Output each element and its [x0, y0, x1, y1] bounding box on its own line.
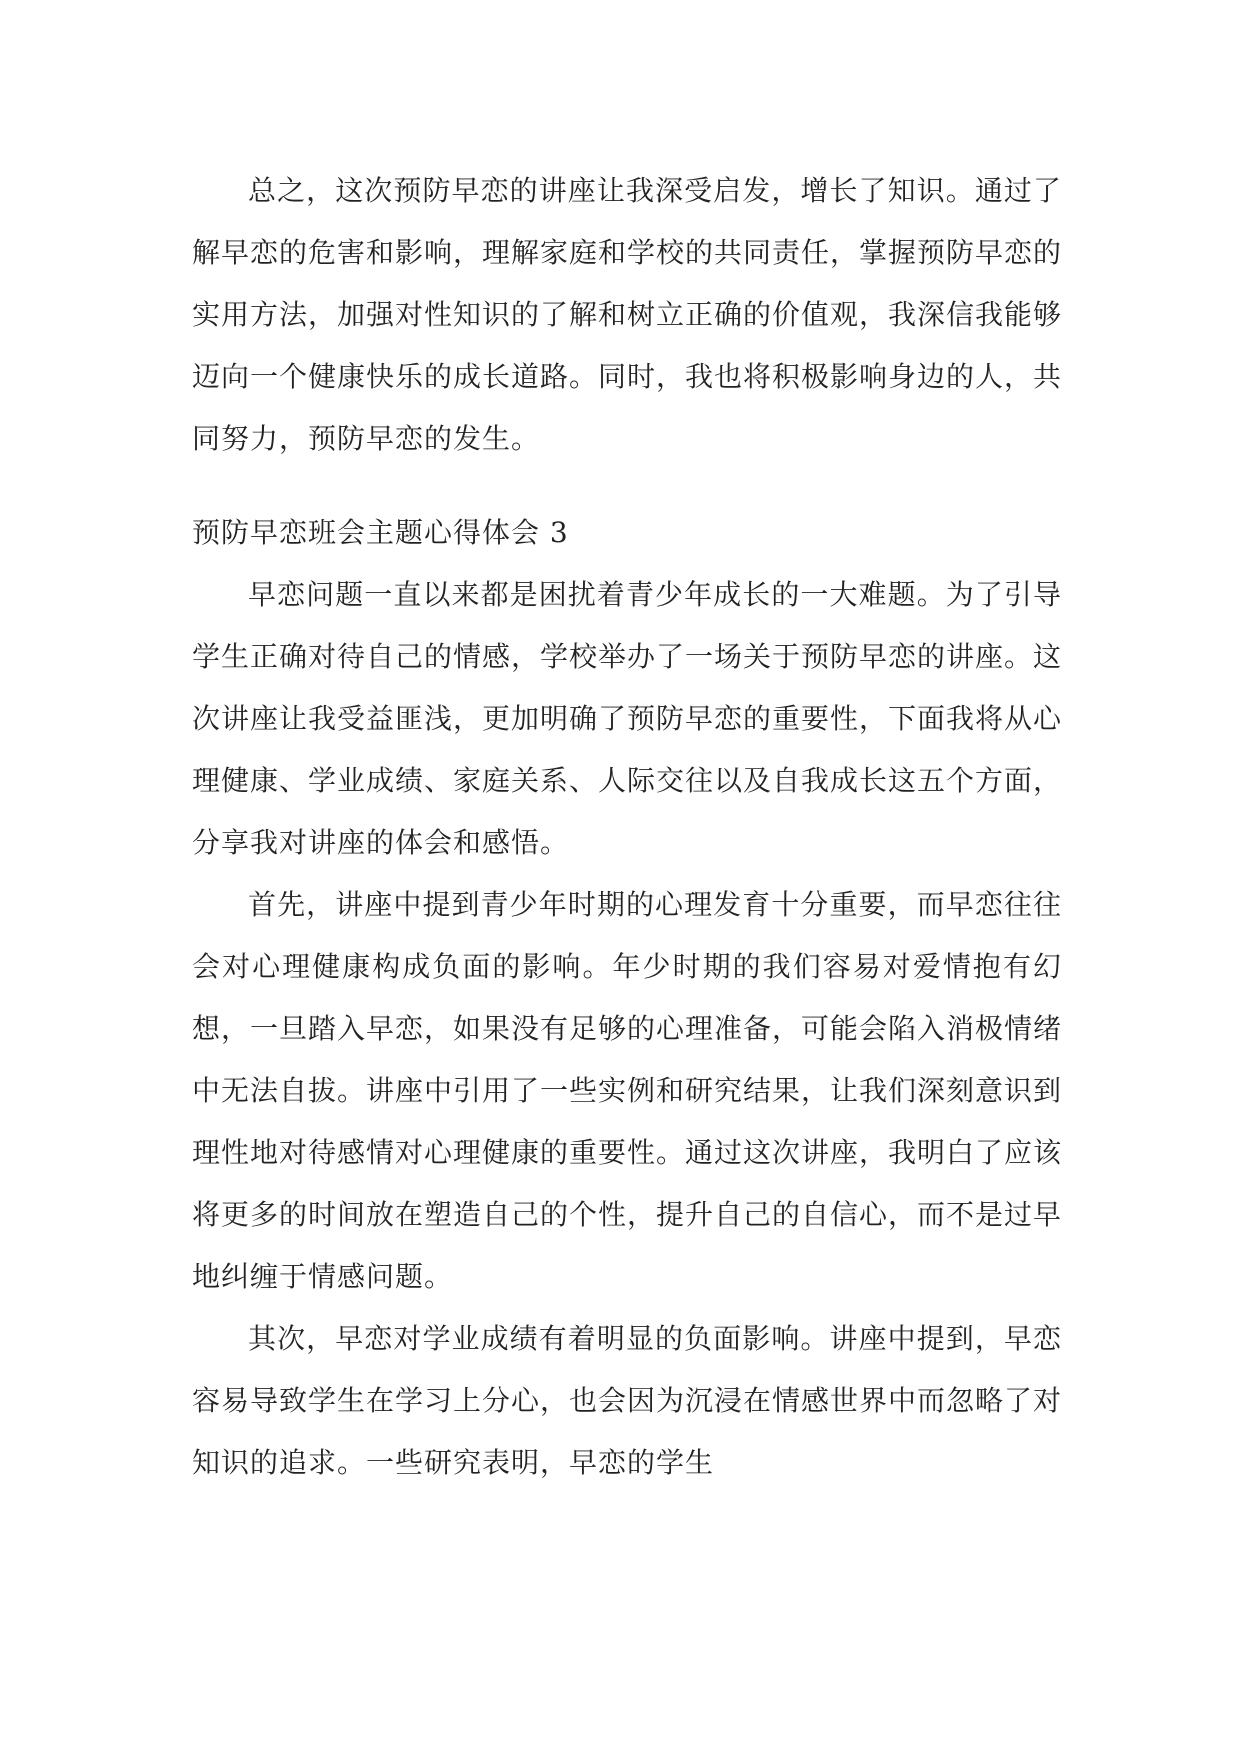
document-body — [192, 160, 1062, 1494]
intro-paragraph: 早恋问题一直以来都是困扰着青少年成长的一大难题。为了引导学生正确对待自己的情感，学校举办了一场关于预防早恋的讲座。这次讲座让我受益匪浅，更加明确了预防早恋的重要性，下面我将从心理健康、学业成绩、家庭关系、人际交往以及自我成长这五个方面，分享我对讲座的体会和感悟。 — [192, 578, 1063, 859]
conclusion-paragraph: 总之，这次预防早恋的讲座让我深受启发，增长了知识。通过了解早恋的危害和影响，理解家庭和学校的共同责任，掌握预防早恋的实用方法，加强对性知识的了解和树立正确的价值观，我深信我能够迈向一个健康快乐的成长道路。同时，我也将积极影响身边的人，共同努力，预防早恋的发生。 — [192, 174, 1063, 455]
section-heading: 预防早恋班会主题心得体会 3 — [192, 516, 569, 549]
second-point-paragraph: 其次，早恋对学业成绩有着明显的负面影响。讲座中提到，早恋容易导致学生在学习上分心，也会因为沉浸在情感世界中而忽略了对知识的追求。一些研究表明，早恋的学生 — [192, 1322, 1063, 1479]
first-point-paragraph: 首先，讲座中提到青少年时期的心理发育十分重要，而早恋往往会对心理健康构成负面的影响。年少时期的我们容易对爱情抱有幻想，一旦踏入早恋，如果没有足够的心理准备，可能会陷入消极情绪中无法自拔。讲座中引用了一些实例和研究结果，让我们深刻意识到理性地对待感情对心理健康的重要性。通过这次讲座，我明白了应该将更多的时间放在塑造自己的个性，提升自己的自信心，而不是过早地纠缠于情感问题。 — [192, 888, 1063, 1293]
